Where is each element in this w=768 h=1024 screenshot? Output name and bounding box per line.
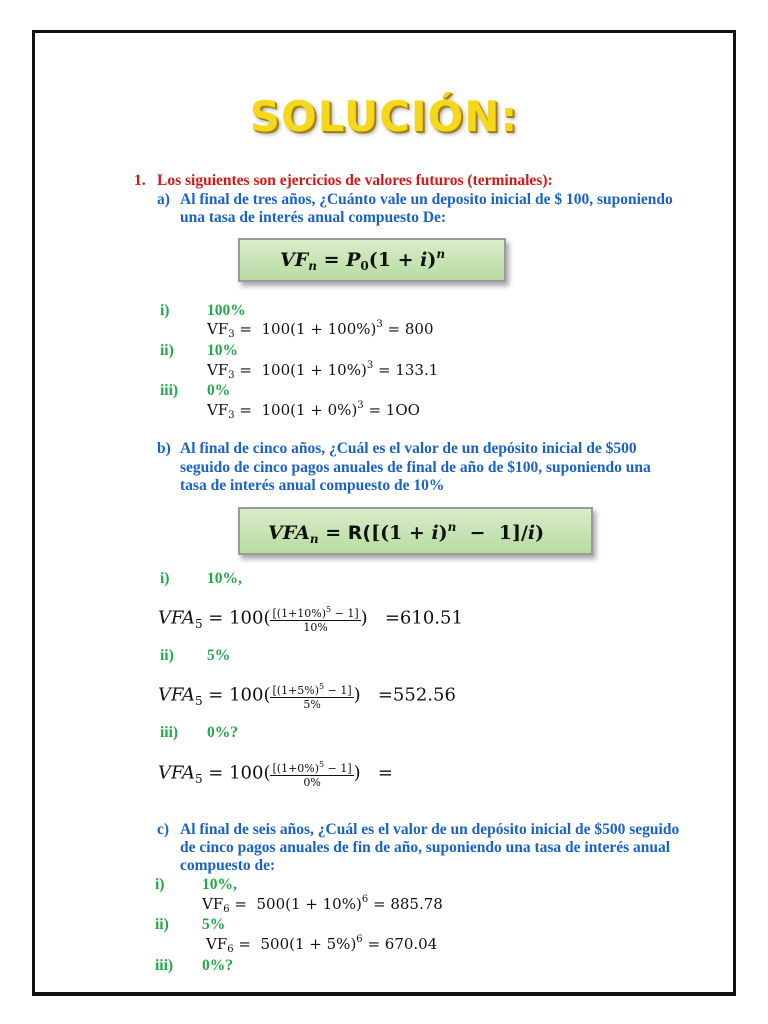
b-item2-rate: 5% [207,647,231,664]
c-item1-equation: $VF_6 = 500(1 + 10\%)^6 = 885.78$ [202,894,443,915]
c-item2-equation: $VF_6 = 500(1 + 5\%)^6 = 670.04$ [206,934,438,955]
question-text: Los siguientes son ejercicios de valores futuros (terminales): [157,172,553,189]
part-b-line1: Al final de cinco años, ¿Cuál es el valor de un depósito inicial de $500 [180,440,637,457]
page-title: SOLUCIÓN: [249,92,519,141]
b-item2-label: ii) [160,647,174,664]
page-frame-bottom-rule [32,992,736,995]
a-item1-equation: $VF_3 = 100(1 + 100\%)^3 = 800$ [207,319,434,340]
b-item1-equation: $VFA_5 = 100$( $\frac{[(1+10\%)^5 - 1]}{10\%}$ ) =610.51 [158,605,463,634]
part-a-label: a) [157,191,170,208]
part-a-line1: Al final de tres años, ¿Cuánto vale un deposito inicial de $ 100, suponiendo [180,191,673,208]
part-c-line2: de cinco pagos anuales de fin de año, suponiendo una tasa de interés anual [180,839,671,856]
a-item3-rate: 0% [207,382,231,399]
a-item2-equation: $VF_3 = 100(1 + 10\%)^3 = 133.1$ [207,360,439,381]
part-a-line2: una tasa de interés anual compuesto De: [180,209,447,226]
c-item1-rate: 10%, [202,876,237,893]
b-item2-equation: $VFA_5 = 100$( $\frac{[(1+5\%)^5 - 1]}{5\%}$ ) =552.56 [158,682,456,711]
part-b-label: b) [157,440,171,457]
formula-vf: $VF_n = P_0(1 + i)^n$ [280,247,446,273]
question-number: 1. [134,172,146,189]
b-item3-label: iii) [160,724,179,741]
part-b-line2: seguido de cinco pagos anuales de final de año de $100, suponiendo una [180,459,651,476]
part-c-label: c) [157,821,170,838]
b-item1-rate: 10%, [207,570,242,587]
c-item2-rate: 5% [202,916,226,933]
a-item3-equation: $VF_3 = 100(1 + 0\%)^3 = 1OO$ [207,400,420,421]
a-item1-label: i) [160,302,170,319]
a-item3-label: iii) [160,382,179,399]
c-item3-label: iii) [155,957,174,974]
a-item2-rate: 10% [207,342,238,359]
part-c-line1: Al final de seis años, ¿Cuál es el valor de un depósito inicial de $500 seguido [180,821,680,838]
c-item1-label: i) [155,876,165,893]
c-item3-rate: 0%? [202,957,233,974]
b-item3-equation: $VFA_5 = 100$( $\frac{[(1+0\%)^5 - 1]}{0\%}$ ) = [158,760,393,789]
formula-vfa: $VFA_n = R([(1 + i)^n - 1]/i)$ [268,520,545,546]
a-item1-rate: 100% [207,302,246,319]
part-b-line3: tasa de interés anual compuesto de 10% [180,477,445,494]
a-item2-label: ii) [160,342,174,359]
b-item1-label: i) [160,570,170,587]
part-c-line3: compuesto de: [180,857,276,874]
c-item2-label: ii) [155,916,169,933]
b-item3-rate: 0%? [207,724,238,741]
